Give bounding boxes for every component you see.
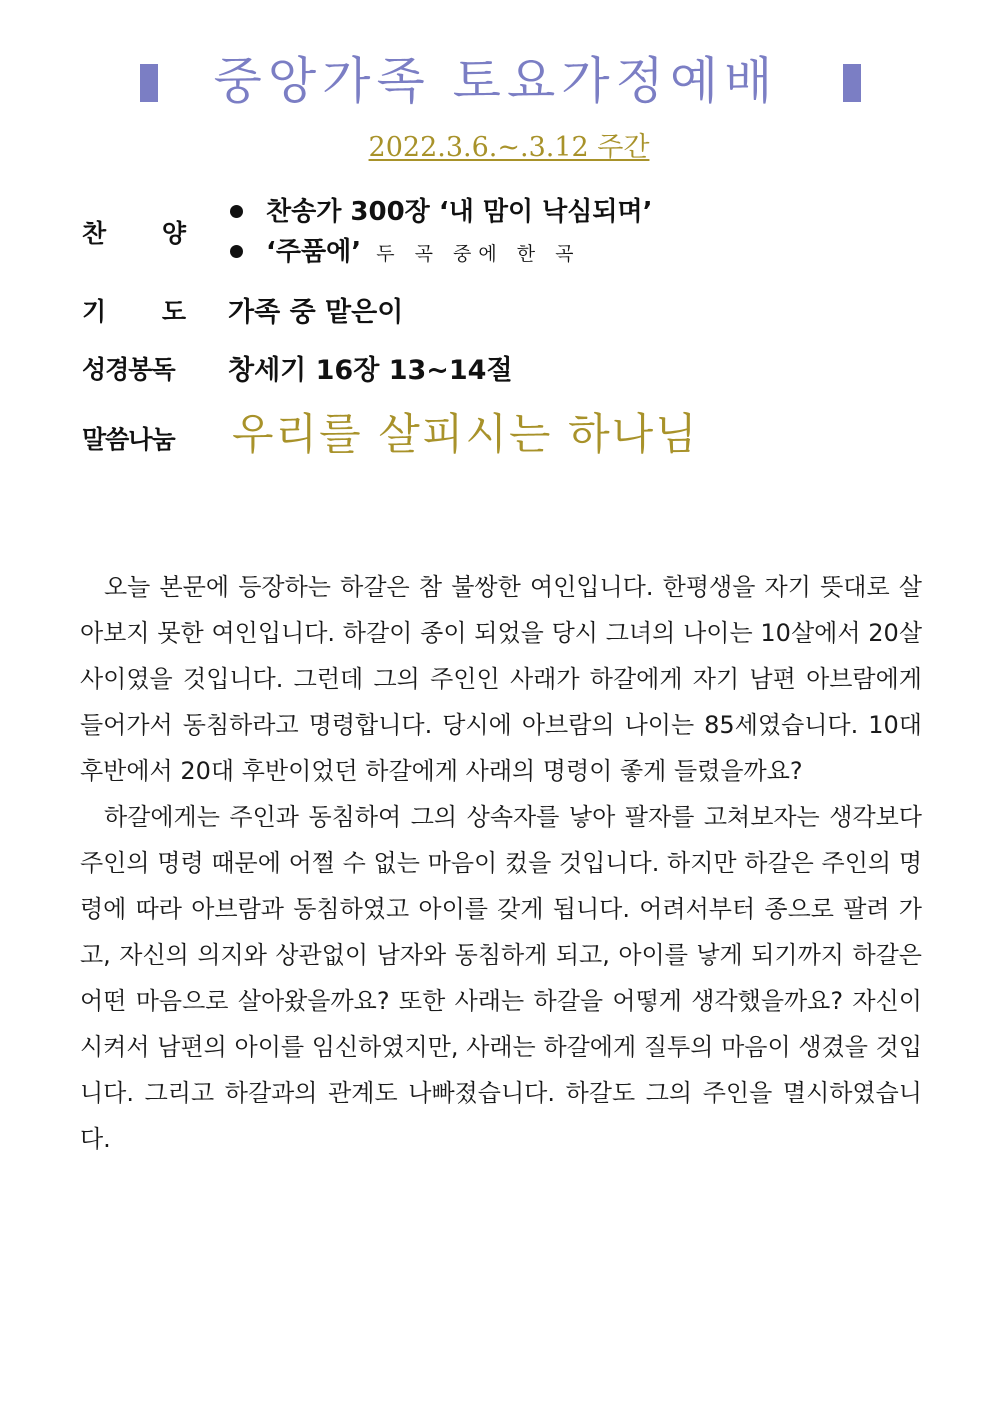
reading-label: 성경봉독 xyxy=(82,355,175,384)
hymn-list xyxy=(228,192,653,272)
hymn-item-1 xyxy=(228,192,653,232)
title-row xyxy=(0,46,992,116)
reading-value: 창세기 16장 13~14절 xyxy=(228,355,513,386)
bullet-icon xyxy=(230,245,243,258)
prayer-label-char-2: 도 xyxy=(161,297,186,326)
hymn-item-2-note: 두 곡 중에 한 곡 xyxy=(376,243,581,265)
hymn-item-2 xyxy=(228,232,653,272)
sermon-label: 말씀나눔 xyxy=(82,425,175,454)
hymn-item-1-main: 찬송가 300장 ‘내 맘이 낙심되며’ xyxy=(266,197,653,227)
prayer-label xyxy=(82,292,186,328)
prayer-value: 가족 중 맡은이 xyxy=(228,297,404,328)
week-date: 2022.3.6.~.3.12 주간 xyxy=(368,132,650,163)
body-paragraph-1: 오늘 본문에 등장하는 하갈은 참 불쌍한 여인입니다. 한평생을 자기 뜻대로 살아보지 못한 여인입니다. 하갈이 종이 되었을 당시 그녀의 나이는 10살에서 20살 사이였을 것입니다. 그런데 그의 주인인 사래가 하갈에게 자기 남편 아브람에게 들어가서 동침하라고 명령합니다. 당시에 아브람의 나이는 85세였습니다. 10대 후반에서 20대 후반이었던 하갈에게 사래의 명령이 좋게 들렸을까요? xyxy=(80,573,922,785)
bullet-icon xyxy=(230,205,243,218)
title-bar-right xyxy=(843,64,861,102)
hymn-label-char-2: 양 xyxy=(161,219,186,248)
page-title: 중앙가족 토요가정예배 xyxy=(213,52,779,110)
hymn-label-char-1: 찬 xyxy=(82,219,107,248)
sermon-body xyxy=(80,564,922,1162)
body-paragraph-2: 하갈에게는 주인과 동침하여 그의 상속자를 낳아 팔자를 고쳐보자는 생각보다 주인의 명령 때문에 어쩔 수 없는 마음이 컸을 것입니다. 하지만 하갈은 주인의 명령에 따라 아브람과 동침하였고 아이를 갖게 됩니다. 어려서부터 종으로 팔려 가고, 자신의 의지와 상관없이 남자와 동침하게 되고, 아이를 낳게 되기까지 하갈은 어떤 마음으로 살아왔을까요? 또한 사래는 하갈을 어떻게 생각했을까요? 자신이 시켜서 남편의 아이를 임신하였지만, 사래는 하갈에게 질투의 마음이 생겼을 것입니다. 그리고 하갈과의 관계도 나빠졌습니다. 하갈도 그의 주인을 멸시하였습니다. xyxy=(80,803,922,1153)
hymn-item-2-main: ‘주품에’ xyxy=(266,237,362,267)
sermon-title: 우리를 살피시는 하나님 xyxy=(232,410,699,460)
hymn-label xyxy=(82,214,186,250)
prayer-label-char-1: 기 xyxy=(82,297,107,326)
